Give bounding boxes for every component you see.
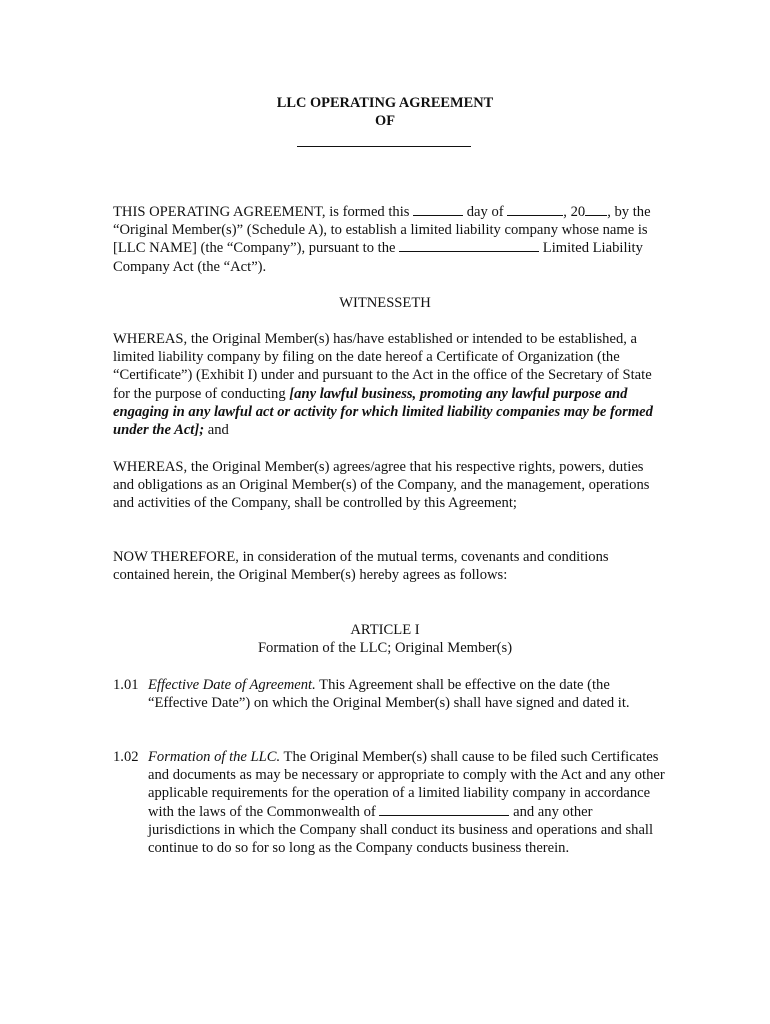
whereas-paragraph-1: [113, 330, 663, 439]
section-body: [148, 748, 668, 857]
day-blank: [413, 203, 463, 216]
section-body: [148, 676, 668, 712]
intro-paragraph: [113, 203, 663, 276]
now-therefore-paragraph: NOW THEREFORE, in consideration of the mutual terms, covenants and conditions contained herein, the Original Member(s) hereby agrees as follows:: [113, 549, 609, 584]
document-title: LLC OPERATING AGREEMENT: [276, 95, 494, 111]
whereas-paragraph-2: WHEREAS, the Original Member(s) agrees/agree that his respective rights, powers, duties and obligations as an Original Member(s) of the Company, and the management, operations and activities of the Company, shall be controlled by this Agreement;: [113, 459, 650, 512]
intro-text-4: , by the “Original Member(s)” (Schedule A), to establish a limited liability company whose name is [LLC NAME] (the “Company”), pursuant to the: [113, 204, 651, 257]
whereas-1-text: WHEREAS, the Original Member(s) has/have established or intended to be established, a limited liability company by filing on the date hereof a Certificate of Organization (the “Certificate”) (Exhibit I) under and pursuant to the Act in the office of the Secretary of State for the purpose of conducting: [113, 331, 652, 402]
section-text-b: and any other jurisdictions in which the Company shall conduct its business and operations and shall continue to do so for so long as the Company conducts business therein.: [148, 803, 654, 857]
witnesseth-heading: WITNESSETH: [339, 295, 431, 311]
company-name-blank: [297, 146, 471, 147]
commonwealth-blank: [379, 803, 509, 816]
document-title-of: OF: [375, 113, 395, 129]
section-title: Effective Date of Agreement.: [148, 677, 316, 693]
year-blank: [585, 203, 607, 216]
whereas-1-tail: and: [204, 422, 229, 439]
whereas-1-emphasis: [any lawful business, promoting any lawful purpose and engaging in any lawful act or activity for which limited liability companies may be formed under the Act];: [113, 385, 653, 439]
section-number: 1.01: [113, 677, 139, 693]
section-text: This Agreement shall be effective on the date (the “Effective Date”) on which the Original Member(s) shall have signed and dated it.: [148, 677, 630, 712]
state-blank: [399, 239, 539, 252]
article-subheading: Formation of the LLC; Original Member(s): [257, 640, 513, 656]
section-title: Formation of the LLC.: [148, 749, 281, 765]
section-text-a: The Original Member(s) shall cause to be filed such Certificates and documents as may be necessary or appropriate to comply with the Act and any other applicable requirements for the operation of a limited liability company in accordance with the laws of the Commonwealth of: [148, 749, 665, 820]
intro-text-3: , 20: [563, 204, 586, 220]
intro-text-2: day of: [463, 204, 508, 220]
intro-text-1: THIS OPERATING AGREEMENT, is formed this: [113, 204, 414, 220]
article-heading: ARTICLE I: [350, 622, 420, 638]
section-number: 1.02: [113, 749, 139, 765]
month-blank: [507, 203, 563, 216]
intro-text-5: Limited Liability Company Act (the “Act”).: [113, 240, 643, 275]
